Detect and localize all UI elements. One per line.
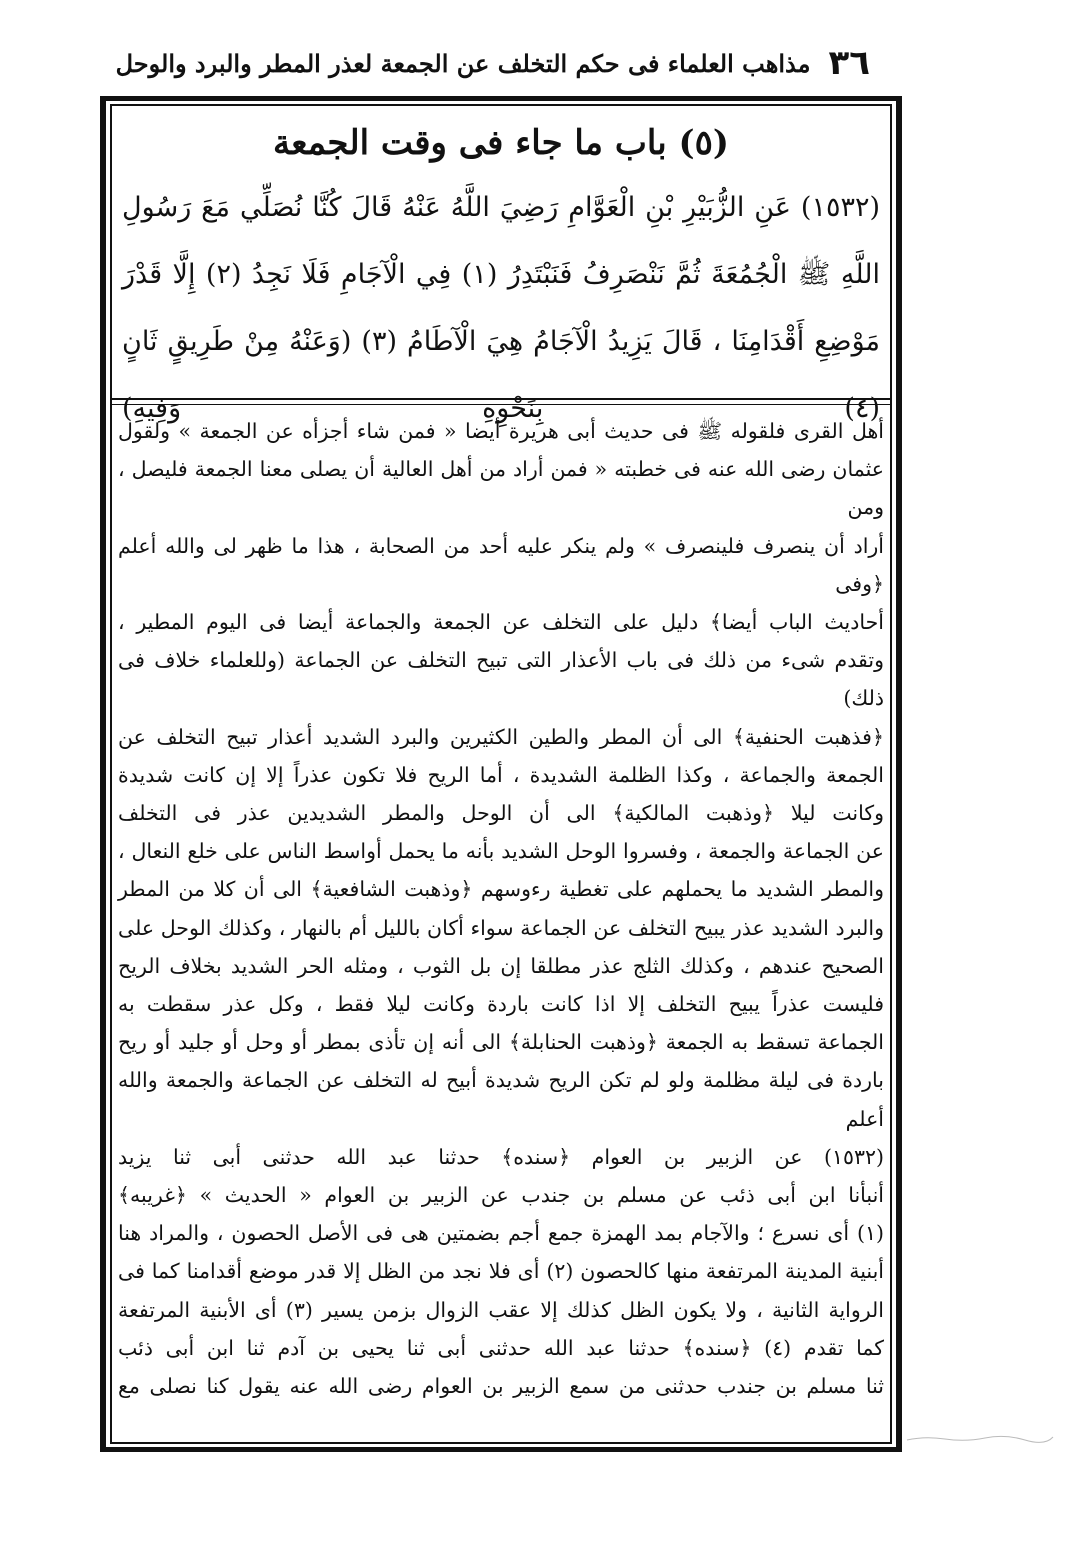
footnote-line: كما تقدم (٤) ﴿سنده﴾ حدثنا عبد الله حدثنى أبى ثنا يحيى بن آدم ثنا ابن أبى ذئب <box>118 1335 884 1360</box>
commentary-line: الجماعة تسقط به الجمعة ﴿وذهبت الحنابلة﴾ الى أنه إن تأذى بمطر أو وحل أو جليد أو ريح <box>118 1030 884 1055</box>
footnote-line: الرواية الثانية ، ولا يكون الظل كذلك إلا عقب الزوال بزمن يسير (٣) أى الأبنية المرتفعة <box>118 1297 884 1322</box>
running-title: مذاهب العلماء فى حكم التخلف عن الجمعة لعذر المطر والبرد والوحل <box>115 48 811 78</box>
commentary-line: فليست عذراً يبيح التخلف إلا اذا كانت باردة وكانت ليلا فقط ، وكل عذر سقطت به <box>118 992 884 1017</box>
commentary-line: عثمان رضى الله عنه فى خطبته « فمن أراد من أهل العالية أن يصلى معنا الجمعة فليصل ، ومن <box>118 457 884 520</box>
page-header <box>115 38 870 88</box>
commentary-line: وتقدم شىء من ذلك فى باب الأعذار التى تبيح التخلف عن الجماعة (وللعلماء خلاف فى ذلك) <box>118 648 884 711</box>
commentary-line: ﴿فذهبت الحنفية﴾ الى أن المطر والطين الكثيرين والبرد الشديد أعذار تبيح التخلف عن <box>118 724 884 749</box>
commentary-line: والمطر الشديد ما يحملهم على تغطية رءوسهم ﴿وذهبت الشافعية﴾ الى أن كلا من المطر <box>118 877 884 902</box>
footnote-line: أبنية المدينة المرتفعة منها كالحصون (٢) أى فلا نجد من الظل إلا قدر موضع أقدامنا كما فى <box>118 1259 884 1284</box>
commentary-line: باردة فى ليلة مظلمة ولو لم تكن الريح شديدة أبيح له التخلف عن الجماعة والجمعة والله أعلم <box>118 1068 884 1131</box>
commentary-line: عن الجماعة والجمعة ، وفسروا الوحل الشديد بأنه ما يحمل أواسط الناس على خلع النعال ، <box>118 839 884 864</box>
hadith-block <box>122 110 881 424</box>
commentary-line: الصحيح عندهم ، وكذلك الثلج عذر مطلقا إن بل الثوب ، ومثله الحر الشديد بخلاف الريح <box>118 953 884 978</box>
commentary-block <box>118 412 884 1442</box>
commentary-line: أهل القرى فلقوله ﷺ فى حديث أبى هريرة أيضا « فمن شاء أجزأه عن الجمعة » ولقول <box>118 419 884 443</box>
footnote-line: (١) أى نسرع ؛ والآجام بمد الهمزة جمع أجم بضمتين هى فى الأصل الحصون ، والمراد هنا <box>118 1221 884 1246</box>
chapter-title: (٥) باب ما جاء فى وقت الجمعة <box>273 123 729 163</box>
commentary-line: الجمعة والجماعة ، وكذا الظلمة الشديدة ، أما الريح فلا تكون عذراً إلا إن كانت شديدة <box>118 762 884 787</box>
isnad-line: أنبأنا ابن أبى ذئب عن مسلم بن جندب عن الزبير بن العوام « الحديث » ﴿غريبه﴾ <box>118 1183 884 1208</box>
footnote-line: ثنا مسلم بن جندب حدثنى من سمع الزبير بن العوام رضى الله عنه يقول كنا نصلى مع <box>118 1374 884 1399</box>
commentary-line: أراد أن ينصرف فلينصرف » ولم ينكر عليه أحد من الصحابة ، هذا ما ظهر لى والله أعلم ﴿وفى <box>118 533 884 596</box>
commentary-line: أحاديث الباب أيضا﴾ دليل على التخلف عن الجمعة والجماعة أيضا فى اليوم المطير ، <box>118 610 884 635</box>
isnad-line: (١٥٣٢) عن الزبير بن العوام ﴿سنده﴾ حدثنا عبد الله حدثنى أبى ثنا يزيد <box>118 1144 884 1169</box>
commentary-line: والبرد الشديد عذر يبيح التخلف عن الجماعة سواء أكان بالليل أم بالنهار ، وكذلك الوحل على <box>118 915 884 940</box>
page-number: ٣٦ <box>828 43 870 83</box>
margin-scribble <box>905 1428 1055 1448</box>
hadith-text: (١٥٣٢) عَنِ الزُّبَيْرِ بْنِ الْعَوَّامِ رَضِيَ اللَّهُ عَنْهُ قَالَ كُنَّا نُصَلِّي مَعَ رَسُولِ اللَّهِ ﷺ الْجُمُعَةَ ثُمَّ نَنْصَرِفُ فَنَبْتَدِرُ (١) فِي الْآجَامِ فَلَا نَجِدُ (٢) إِلَّا قَدْرَ مَوْضِعِ أَقْدَامِنَا ، قَالَ يَزِيدُ الْآجَامُ هِيَ الْآطَامُ (٣) (وَعَنْهُ مِنْ طَرِيقٍ ثَانٍ (٤) بِنَحْوِهِ وَفِيهِ) <box>122 192 881 424</box>
commentary-line: وكانت ليلا ﴿وذهبت المالكية﴾ الى أن الوحل والمطر الشديدين عذر فى التخلف <box>118 801 884 826</box>
